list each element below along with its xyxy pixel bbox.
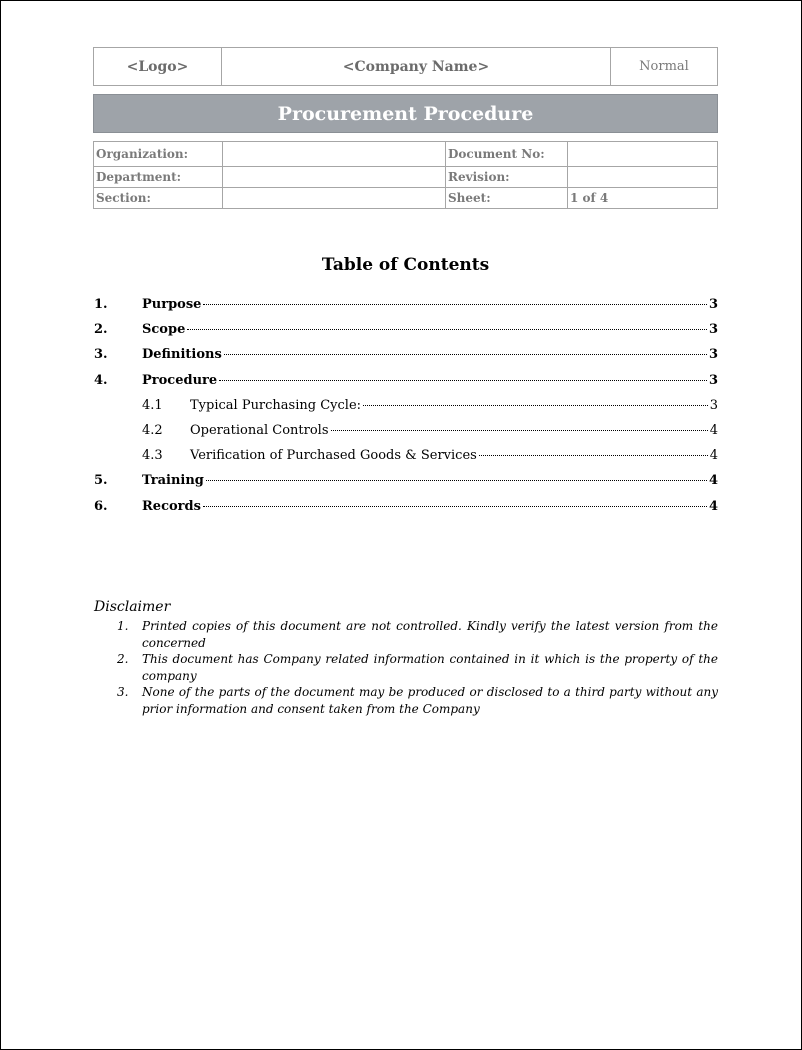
toc-number: 4.2 xyxy=(142,423,163,439)
toc-page: 4 xyxy=(708,473,718,489)
toc-number: 2. xyxy=(94,322,108,338)
toc-label: Operational Controls xyxy=(190,423,329,439)
document-no-value xyxy=(568,142,718,167)
toc-page: 4 xyxy=(709,423,718,439)
toc-entry-purpose[interactable] xyxy=(93,292,718,317)
disclaimer-list xyxy=(94,618,718,717)
disclaimer-section xyxy=(94,599,718,717)
toc-leader xyxy=(363,405,708,406)
disclaimer-item xyxy=(94,651,718,684)
toc-entry-training[interactable] xyxy=(93,468,718,493)
organization-label: Organization: xyxy=(94,142,223,167)
toc-page: 3 xyxy=(708,322,718,338)
toc-leader xyxy=(187,329,707,330)
toc-label: Purpose xyxy=(142,297,202,313)
section-label: Section: xyxy=(94,188,223,209)
header-table xyxy=(93,47,718,86)
disclaimer-text: Printed copies of this document are not controlled. Kindly verify the latest version from the concerned xyxy=(142,619,718,650)
toc-entry-procedure[interactable] xyxy=(93,368,718,393)
revision-label: Revision: xyxy=(446,167,568,188)
toc-number: 4. xyxy=(94,372,108,388)
company-name: <Company Name> xyxy=(222,48,611,86)
classification-label: Normal xyxy=(611,48,718,86)
toc-number: 4.3 xyxy=(142,448,163,464)
toc-label: Scope xyxy=(142,322,186,338)
toc-label: Procedure xyxy=(142,372,218,388)
toc-leader xyxy=(331,430,708,431)
organization-value xyxy=(223,142,446,167)
toc-leader xyxy=(203,304,707,305)
toc-page: 4 xyxy=(708,498,718,514)
toc-label: Verification of Purchased Goods & Services xyxy=(190,448,477,464)
toc-leader xyxy=(206,480,707,481)
sheet-value: 1 of 4 xyxy=(568,188,718,209)
toc-leader xyxy=(479,455,708,456)
toc-number: 5. xyxy=(94,473,108,489)
toc-page: 3 xyxy=(709,397,718,413)
toc-number: 6. xyxy=(94,498,108,514)
toc-entry-scope[interactable] xyxy=(93,317,718,342)
toc-heading: Table of Contents xyxy=(321,255,490,275)
department-label: Department: xyxy=(94,167,223,188)
toc-leader xyxy=(224,354,707,355)
toc-entry-purchasing-cycle[interactable] xyxy=(93,393,718,418)
revision-value xyxy=(568,167,718,188)
disclaimer-number: 3. xyxy=(117,685,129,699)
section-value xyxy=(223,188,446,209)
toc-page: 3 xyxy=(708,297,718,313)
toc-page: 4 xyxy=(709,448,718,464)
department-value xyxy=(223,167,446,188)
disclaimer-text: None of the parts of the document may be produced or disclosed to a third party without any prior information and consent taken from the Company xyxy=(142,685,718,716)
toc-page: 3 xyxy=(708,372,718,388)
toc-number: 1. xyxy=(94,297,108,313)
toc-number: 4.1 xyxy=(142,397,163,413)
toc-entry-verification[interactable] xyxy=(93,443,718,468)
disclaimer-item xyxy=(94,618,718,651)
toc-entry-definitions[interactable] xyxy=(93,342,718,367)
toc-label: Definitions xyxy=(142,347,222,363)
toc-label: Typical Purchasing Cycle: xyxy=(190,397,362,413)
disclaimer-text: This document has Company related information contained in it which is the property of the company xyxy=(142,652,718,683)
logo-placeholder: <Logo> xyxy=(94,48,222,86)
table-of-contents xyxy=(93,292,718,519)
disclaimer-title: Disclaimer xyxy=(94,599,171,615)
disclaimer-number: 2. xyxy=(117,652,129,666)
toc-number: 3. xyxy=(94,347,108,363)
toc-entry-records[interactable] xyxy=(93,494,718,519)
toc-leader xyxy=(219,380,707,381)
toc-leader xyxy=(203,506,707,507)
toc-label: Training xyxy=(142,473,204,489)
disclaimer-item xyxy=(94,684,718,717)
toc-label: Records xyxy=(142,498,201,514)
sheet-label: Sheet: xyxy=(446,188,568,209)
document-title: Procurement Procedure xyxy=(93,94,718,133)
metadata-table xyxy=(93,141,718,209)
disclaimer-number: 1. xyxy=(117,619,129,633)
toc-entry-operational-controls[interactable] xyxy=(93,418,718,443)
toc-page: 3 xyxy=(708,347,718,363)
document-no-label: Document No: xyxy=(446,142,568,167)
